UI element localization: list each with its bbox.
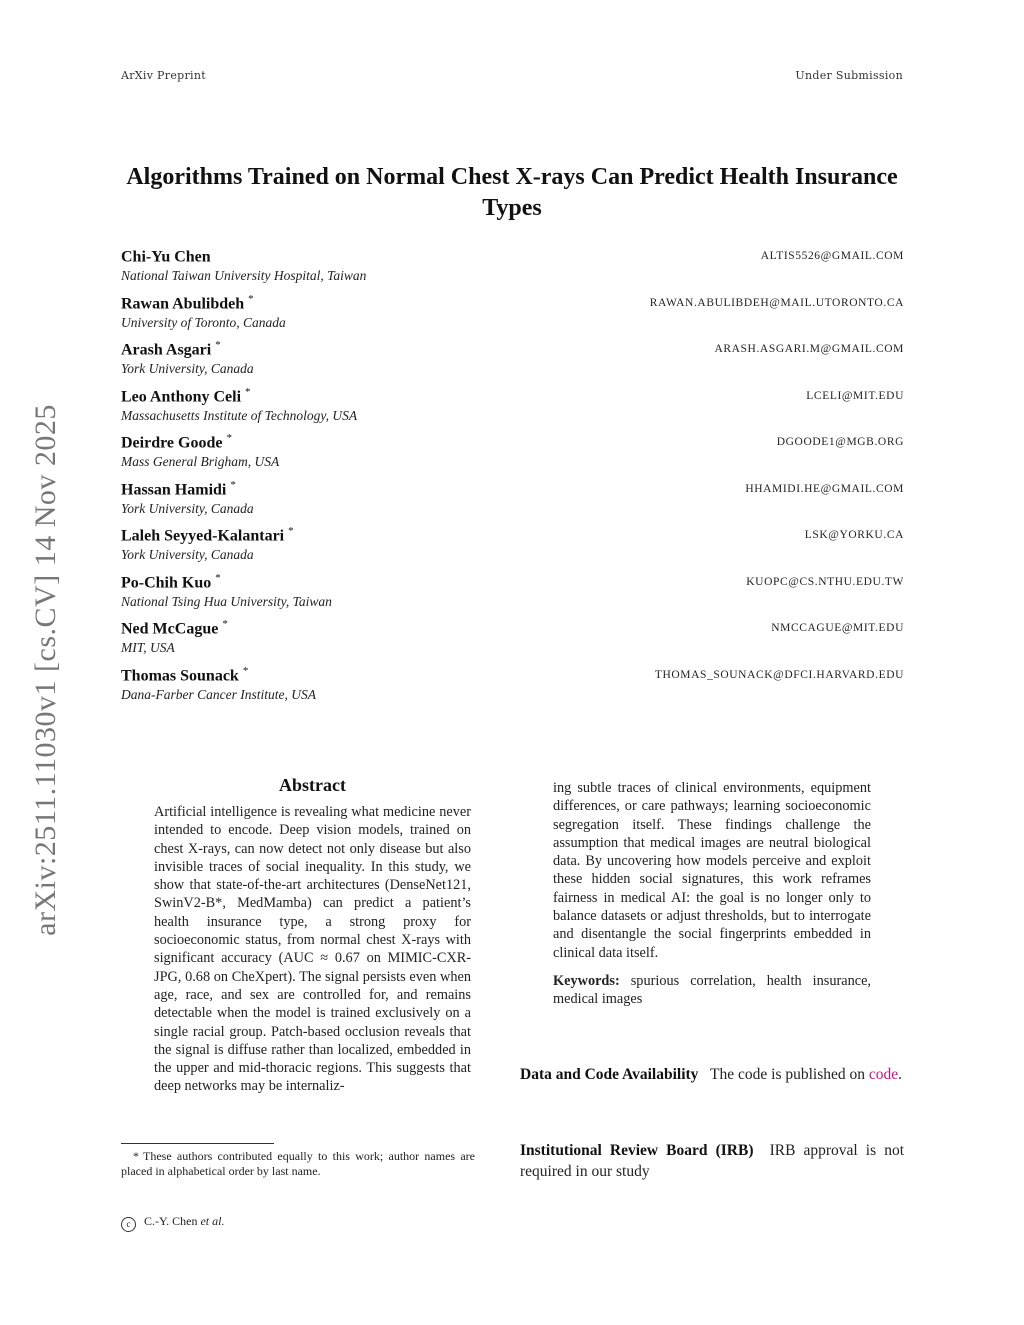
copyright-text: C.-Y. Chen	[144, 1214, 198, 1228]
author-affiliation: York University, Canada	[121, 361, 254, 376]
author-entry	[121, 432, 904, 479]
author-email: LCELI@MIT.EDU	[806, 389, 904, 402]
author-entry	[121, 293, 904, 340]
data-code-availability	[520, 1065, 904, 1086]
author-entry	[121, 525, 904, 572]
author-email: KUOPC@CS.NTHU.EDU.TW	[746, 575, 904, 588]
abstract-right-column	[553, 779, 871, 1009]
keywords-label: Keywords:	[553, 972, 620, 989]
author-entry	[121, 339, 904, 386]
abstract-heading: Abstract	[279, 775, 346, 795]
author-list	[121, 246, 904, 711]
footnote	[121, 1149, 475, 1179]
author-entry	[121, 386, 904, 433]
data-code-period: .	[898, 1066, 903, 1083]
author-email: THOMAS_SOUNACK@DFCI.HARVARD.EDU	[654, 668, 904, 681]
keywords	[553, 972, 871, 1009]
author-name: Arash Asgari *	[121, 339, 221, 359]
arxiv-id: arXiv:2511.11030v1 [cs.CV] 14 Nov 2025	[29, 404, 62, 936]
author-name: Po-Chih Kuo *	[121, 571, 221, 591]
footnote-mark: *	[133, 1149, 139, 1163]
author-name: Laleh Seyyed-Kalantari *	[121, 525, 294, 545]
abstract-text-right: ing subtle traces of clinical environments, equipment differences, or care pathways; learning socioeconomic segregation itself. These findings challenge the assumption that medical images are neutral biological data. By uncovering how models perceive and exploit these hidden social signatures, this work reframes fairness in medical AI: the goal is no longer only to balance datasets or adjust thresholds, but to interrogate and disentangle the social fingerprints embedded in clinical data itself.	[553, 780, 871, 961]
author-name: Thomas Sounack *	[121, 664, 249, 684]
author-entry	[121, 665, 904, 712]
author-affiliation: MIT, USA	[121, 640, 175, 655]
author-affiliation: University of Toronto, Canada	[121, 314, 286, 330]
author-entry	[121, 572, 904, 619]
running-header-left: ArXiv Preprint	[121, 69, 206, 82]
author-email: HHAMIDI.HE@GMAIL.COM	[745, 482, 904, 495]
code-link[interactable]: code	[868, 1066, 899, 1083]
author-entry	[121, 479, 904, 526]
irb-section	[520, 1141, 904, 1182]
author-email: LSK@YORKU.CA	[804, 529, 904, 541]
author-name: Chi-Yu Chen	[121, 248, 211, 266]
running-header-right: Under Submission	[795, 69, 903, 82]
author-name: Rawan Abulibdeh *	[121, 292, 254, 312]
author-entry	[121, 618, 904, 665]
author-affiliation: Mass General Brigham, USA	[121, 454, 280, 469]
author-affiliation: York University, Canada	[121, 500, 254, 516]
author-email: NMCCAGUE@MIT.EDU	[771, 622, 904, 634]
data-code-text: The code is published on	[710, 1066, 866, 1083]
footnote-rule	[121, 1143, 274, 1144]
irb-text: IRB approval is not required in our study	[520, 1142, 904, 1180]
author-name: Ned McCague *	[121, 618, 228, 638]
footnote-text: These authors contributed equally to this work; author names are placed in alphabetical order by last name.	[121, 1149, 475, 1178]
keywords-text: spurious correlation, health insurance, medical images	[553, 972, 871, 1008]
copyright-line	[121, 1214, 224, 1232]
arxiv-side-stamp	[18, 370, 74, 970]
author-email: DGOODE1@MGB.ORG	[776, 436, 904, 448]
author-entry	[121, 246, 904, 293]
irb-heading: Institutional Review Board (IRB)	[520, 1142, 754, 1159]
author-affiliation: National Taiwan University Hospital, Taiwan	[121, 268, 367, 283]
author-affiliation: Massachusetts Institute of Technology, USA	[121, 407, 358, 423]
author-email: ARASH.ASGARI.M@GMAIL.COM	[714, 343, 904, 355]
paper-title: Algorithms Trained on Normal Chest X-rays Can Predict Health Insurance Types	[126, 164, 898, 221]
data-code-heading: Data and Code Availability	[520, 1066, 699, 1083]
author-affiliation: Dana-Farber Cancer Institute, USA	[121, 686, 316, 702]
copyright-icon: c	[121, 1217, 136, 1232]
author-affiliation: National Tsing Hua University, Taiwan	[121, 593, 332, 609]
author-name: Hassan Hamidi *	[121, 478, 236, 498]
abstract-text-left: Artificial intelligence is revealing what medicine never intended to encode. Deep vision models, trained on chest X-rays, can now detect not only disease but also invisible traces of social inequality. In this study, we show that state-of-the-art architectures (DenseNet121, SwinV2-B*, MedMamba) can predict a patient’s health insurance type, a strong proxy for socioeconomic status, from normal chest X-rays with significant accuracy (AUC ≈ 0.67 on MIMIC-CXR-JPG, 0.68 on CheXpert). The signal persists even when age, race, and sex are controlled for, and remains detectable when the model is trained exclusively on a single racial group. Patch-based occlusion reveals that the signal is diffuse rather than localized, embedded in the upper and mid-thoracic regions. This suggests that deep networks may be internaliz-	[154, 804, 471, 1095]
copyright-etal: et al.	[200, 1214, 225, 1228]
author-name: Deirdre Goode *	[121, 432, 232, 452]
author-email: ALTIS5526@GMAIL.COM	[760, 250, 904, 262]
author-affiliation: York University, Canada	[121, 547, 254, 562]
author-email: RAWAN.ABULIBDEH@MAIL.UTORONTO.CA	[649, 296, 904, 309]
author-name: Leo Anthony Celi *	[121, 385, 251, 405]
